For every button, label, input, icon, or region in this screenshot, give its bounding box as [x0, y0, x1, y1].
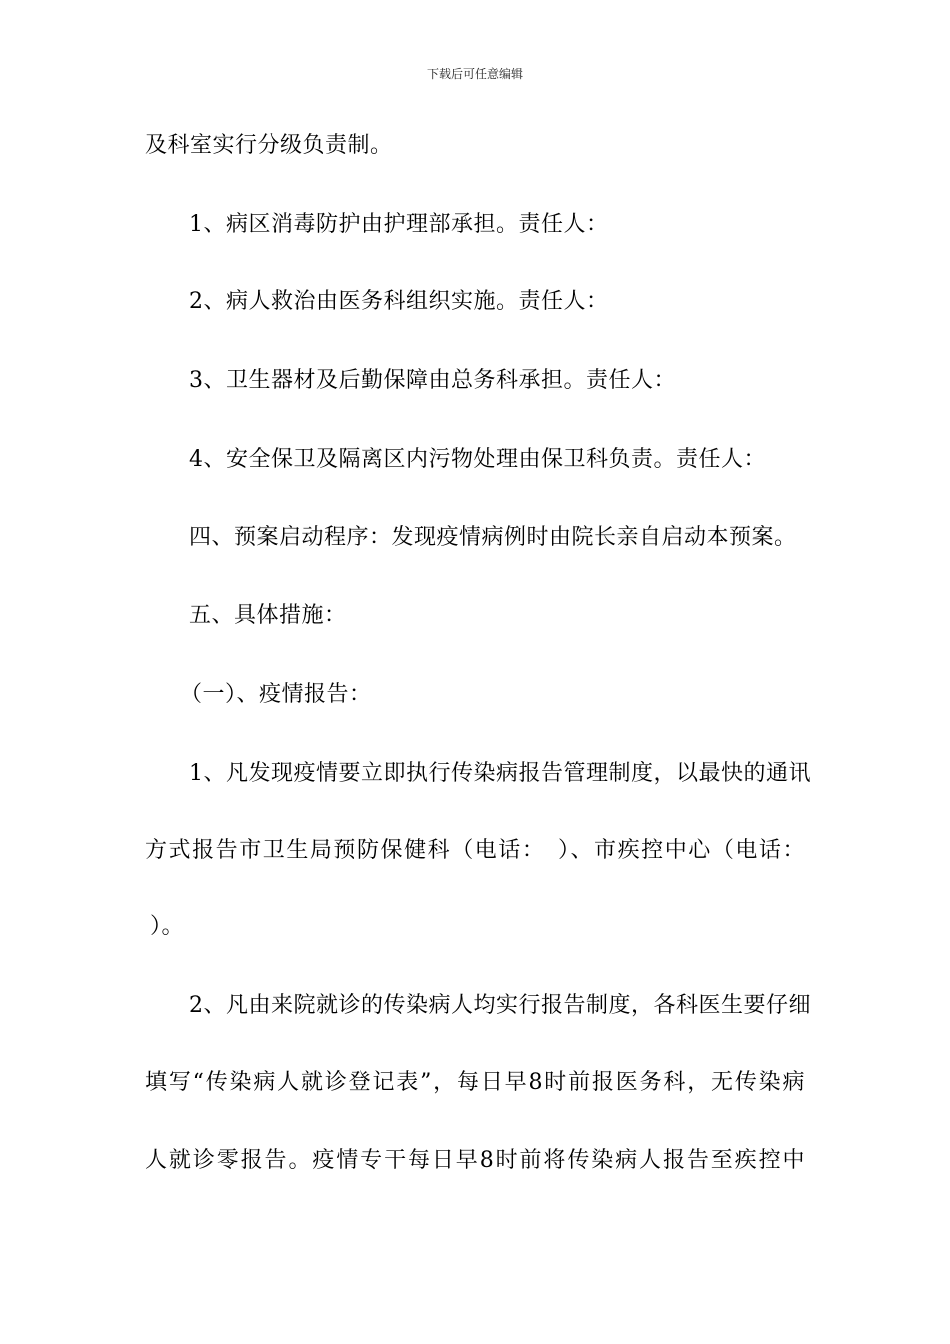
- text-line-responsibility-1: 1、病区消毒防护由护理部承担。责任人：: [189, 212, 609, 237]
- text-line-responsibility-2: 2、病人救治由医务科组织实施。责任人：: [189, 289, 609, 314]
- text-line-report-2a: 2、凡由来院就诊的传染病人均实行报告制度，各科医生要仔细: [189, 993, 811, 1018]
- subsection-heading-1: （一）、疫情报告：: [180, 682, 372, 707]
- section-heading-5: 五、具体措施：: [189, 603, 347, 628]
- text-line-responsibility-3: 3、卫生器材及后勤保障由总务科承担。责任人：: [189, 368, 676, 393]
- text-line-report-2b: 填写“传染病人就诊登记表”，每日早8时前报医务科，无传染病: [145, 1070, 805, 1095]
- text-line-report-1c: ）。: [150, 914, 185, 939]
- text-line-report-1a: 1、凡发现疫情要立即执行传染病报告管理制度，以最快的通讯: [189, 761, 811, 786]
- text-line-responsibility-4: 4、安全保卫及隔离区内污物处理由保卫科负责。责任人：: [189, 447, 766, 472]
- section-heading-4: 四、预案启动程序：发现疫情病例时由院长亲自启动本预案。: [189, 525, 797, 550]
- text-line-report-2c: 人就诊零报告。疫情专干每日早8时前将传染病人报告至疾控中: [145, 1148, 805, 1173]
- text-line-report-1b: 方式报告市卫生局预防保健科（电话： ）、市疾控中心（电话：: [145, 838, 805, 863]
- text-line-continuation: 及科室实行分级负责制。: [145, 133, 393, 158]
- page-header: 下载后可任意编辑: [426, 67, 523, 81]
